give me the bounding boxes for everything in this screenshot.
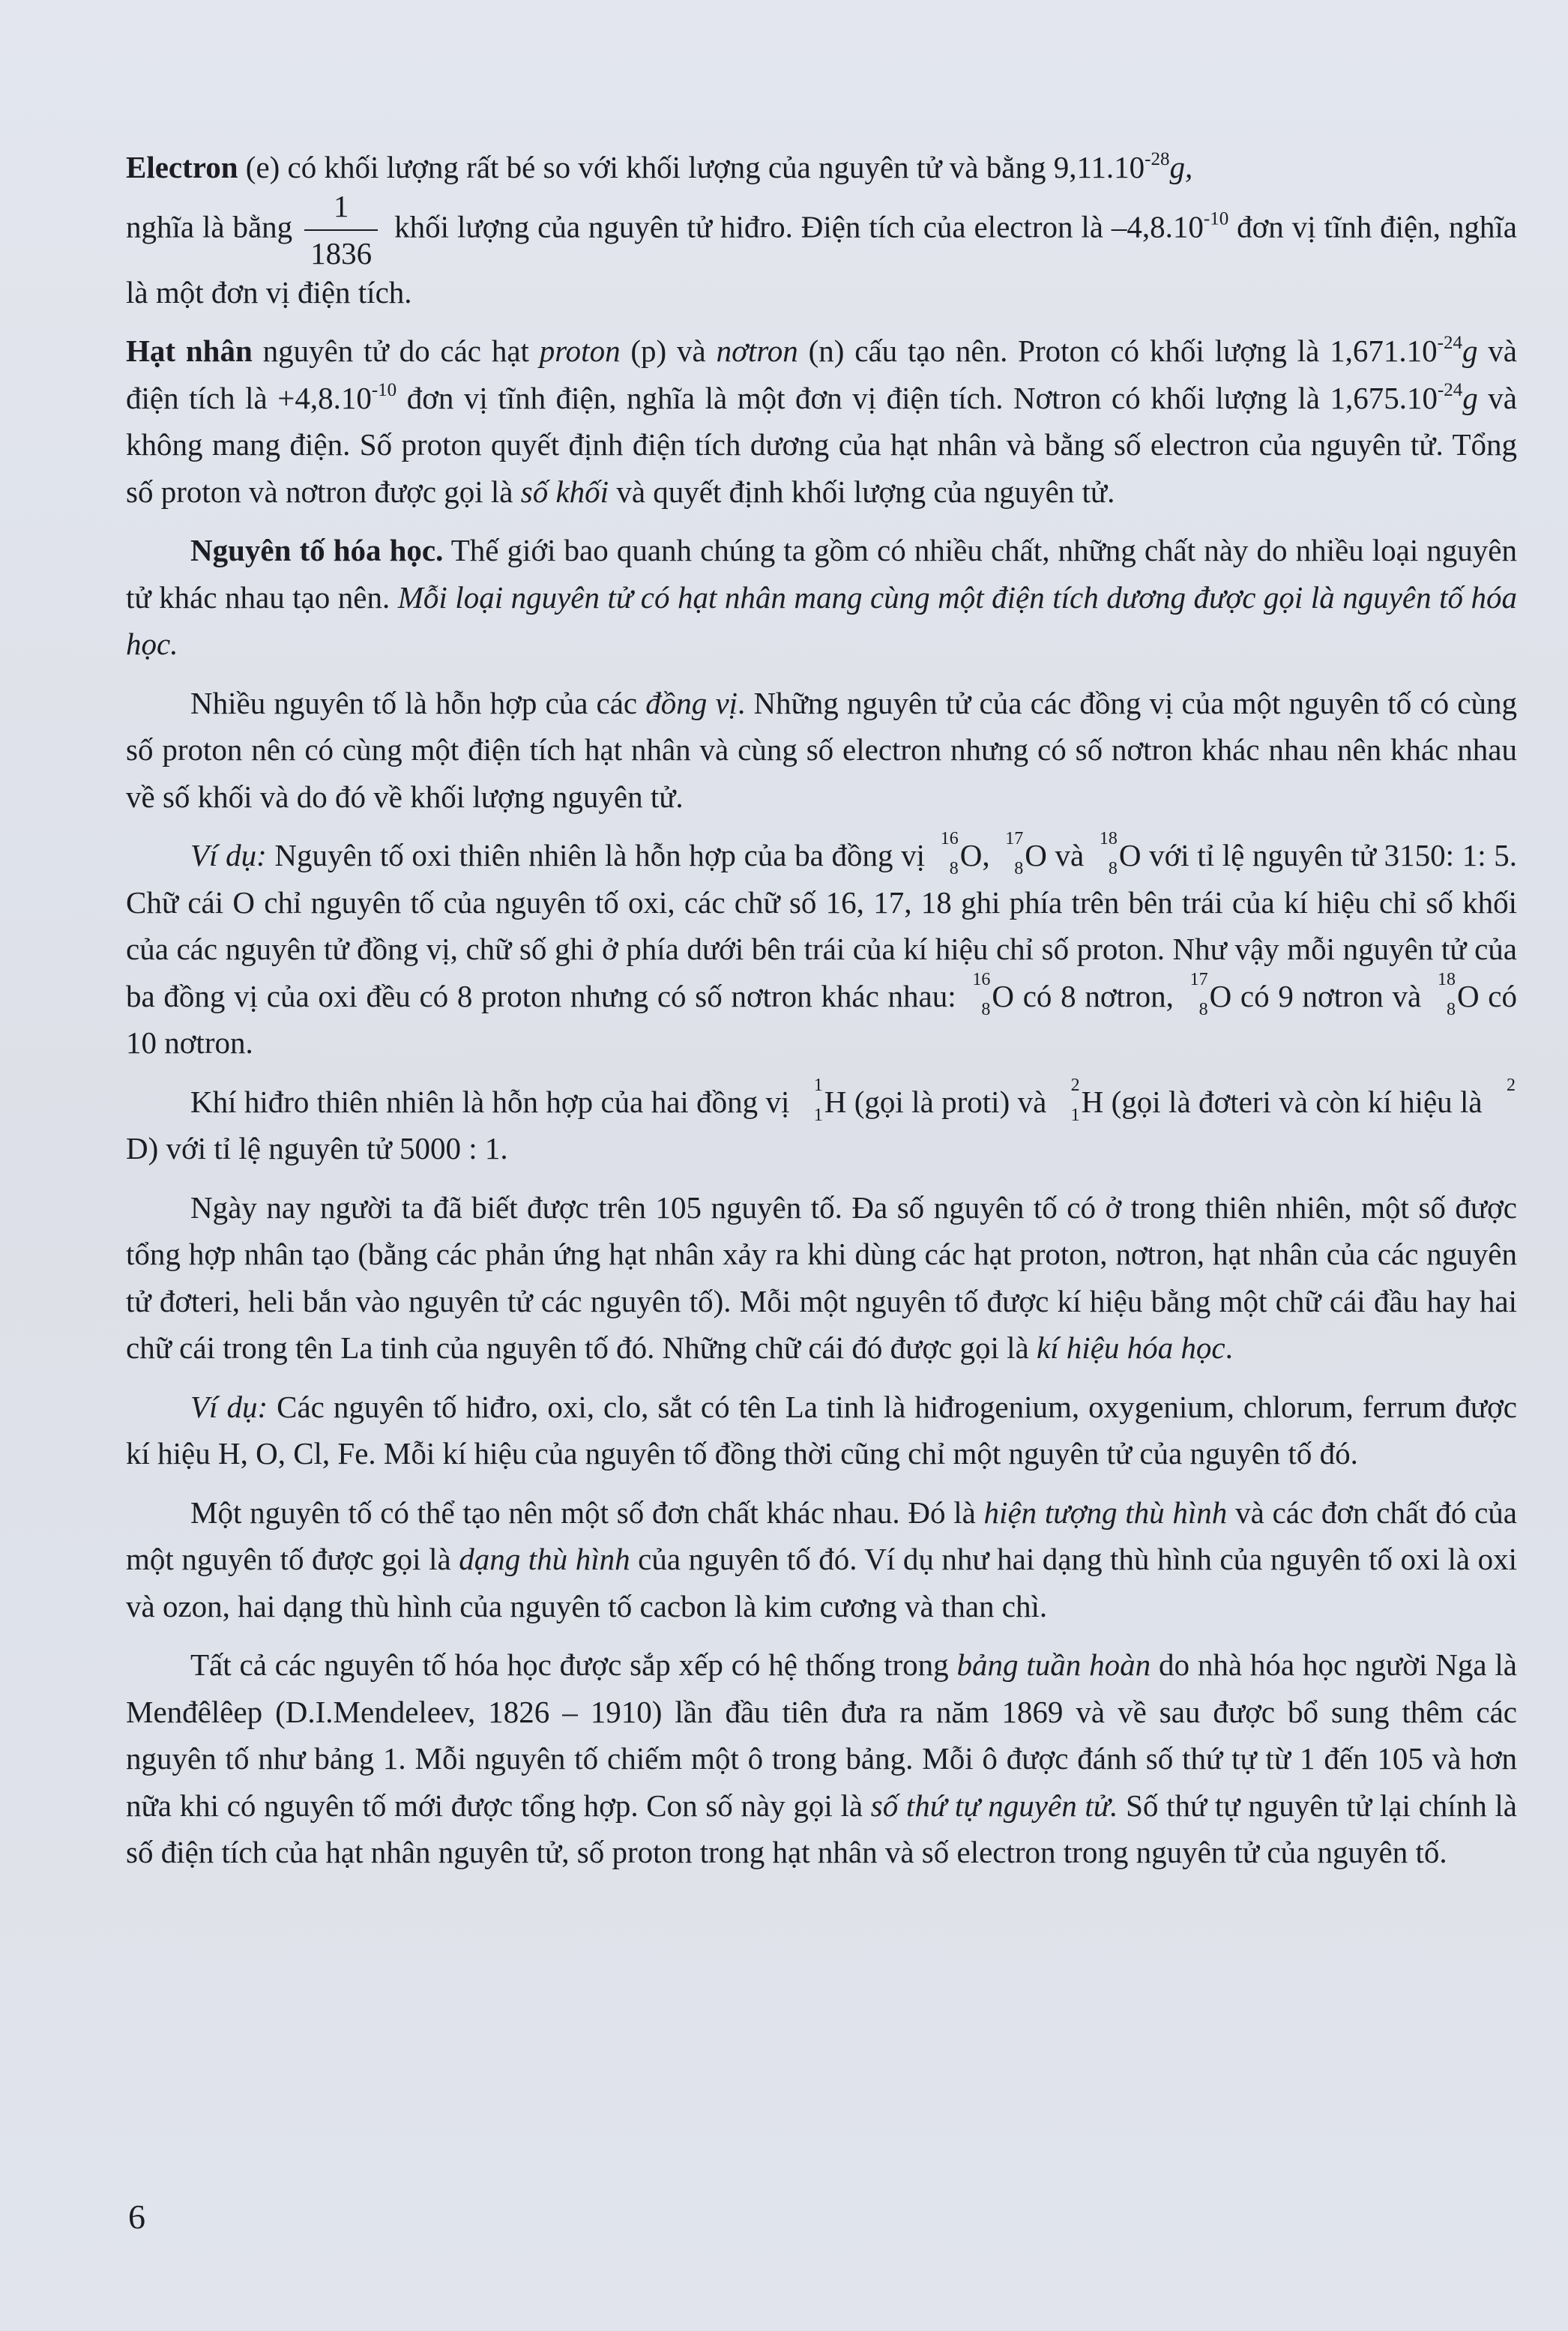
paragraph-isotope: Nhiều nguyên tố là hỗn hợp của các đồng vị. Những nguyên tử của các đồng vị của một nguyên tố có cùng số proton nên có cùng một điện tích hạt nhân và cùng số electron nhưng có số nơtron khác nhau nên khác nhau về số khối và do đó về khối lượng nguyên tử. (126, 685, 1518, 814)
page-number: 6 (128, 2198, 145, 2236)
paragraph-nucleus: Hạt nhân nguyên tử do các hạt proton (p) và nơtron (n) cấu tạo nên. Proton có khối lượng là $1,671.10^{-24}g$ và điện tích là $+4,8.10^{-10}$ đơn vị tĩnh điện, nghĩa là một đơn vị điện tích. Nơtron có khối lượng là $1,675.10^{-24}g$ và không mang điện. Số proton quyết định điện tích dương của hạt nhân và bằng số electron của nguyên tử. Tổng số proton và nơtron được gọi là số khối và quyết định khối lượng của nguyên tử. (126, 333, 1518, 509)
term-nucleus: Hạt nhân (126, 334, 253, 368)
paragraph-element: Nguyên tố hóa học. Thế giới bao quanh chúng ta gồm có nhiều chất, những chất này do nhiều loại nguyên tử khác nhau tạo nên. Mỗi loại nguyên tử có hạt nhân mang cùng một điện tích dương được gọi là nguyên tố hóa học. (126, 533, 1517, 661)
isotope-notation: 18 8 (1099, 829, 1118, 878)
paragraph-oxygen-example: Ví dụ: Nguyên tố oxi thiên nhiên là hỗn hợp của ba đồng vị 16 8 O, 17 8 O và 18 8 O với tỉ lệ nguyên tử 3150: 1: 5. Chữ cái O chỉ nguyên tố của nguyên tố oxi, các chữ số 16, 17, 18 ghi phía trên bên trái của kí hiệu chỉ số khối của các nguyên tử đồng vị, chữ số ghi ở phía dưới bên trái của kí hiệu chỉ số proton. Như vậy mỗi nguyên tử của ba đồng vị của oxi đều có 8 proton nhưng có số nơtron khác nhau: 16 8 O có 8 nơtron, 17 8 O có 9 nơtron và 18 8 O có 10 nơtron. (126, 829, 1517, 1060)
isotope-notation: 2 (1507, 1075, 1516, 1095)
isotope-notation: 16 8 (940, 829, 959, 878)
isotope-notation: 1 1 (813, 1075, 823, 1125)
term-electron: Electron (126, 150, 238, 184)
paragraph-electron: Electron (e) có khối lượng rất bé so với khối lượng của nguyên tử và bằng $9,11.10^{-28}g$, nghĩa là bằng $\frac{1}{1836}$ khối lượng của nguyên tử hiđro. Điện tích của electron là $-4,8.10^{-10}$ đơn vị tĩnh điện, nghĩa là một đơn vị điện tích. (126, 149, 1517, 310)
isotope-notation: 16 8 (972, 969, 991, 1019)
paragraph-latin-example: Ví dụ: Các nguyên tố hiđro, oxi, clo, sắt có tên La tinh là hiđrogenium, oxygenium, chlorum, ferrum được kí hiệu H, O, Cl, Fe. Mỗi kí hiệu của nguyên tố đồng thời cũng chỉ một nguyên tử của nguyên tố đó. (126, 1389, 1517, 1471)
paragraph-hydrogen: Khí hiđro thiên nhiên là hỗn hợp của hai đồng vị 1 1 H (gọi là proti) và 2 1 H (gọi là đơteri và còn kí hiệu là 2 D) với tỉ lệ nguyên tử 5000 : 1. (126, 1075, 1516, 1166)
paragraph-allotrope: Một nguyên tố có thể tạo nên một số đơn chất khác nhau. Đó là hiện tượng thù hình và các đơn chất đó của một nguyên tố được gọi là dạng thù hình của nguyên tố đó. Ví dụ như hai dạng thù hình của nguyên tố oxi là oxi và ozon, hai dạng thù hình của nguyên tố cacbon là kim cương và than chì. (126, 1495, 1517, 1623)
isotope-notation: 17 8 (1189, 969, 1208, 1019)
paragraph-elements-count: Ngày nay người ta đã biết được trên 105 nguyên tố. Đa số nguyên tố có ở trong thiên nhiên, một số được tổng hợp nhân tạo (bằng các phản ứng hạt nhân xảy ra khi dùng các hạt proton, nơtron, hạt nhân của các nguyên tử đơteri, heli bắn vào nguyên tử các nguyên tố). Mỗi một nguyên tố được kí hiệu bằng một chữ cái đầu hay hai chữ cái trong tên La tinh của nguyên tố đó. Những chữ cái đó được gọi là kí hiệu hóa học. (126, 1189, 1517, 1365)
isotope-notation: 2 1 (1070, 1075, 1080, 1125)
fraction: $\frac{1}{1836}$ (304, 191, 378, 269)
isotope-notation: 17 8 (1005, 829, 1024, 878)
paragraph-periodic-table: Tất cả các nguyên tố hóa học được sắp xếp có hệ thống trong bảng tuần hoàn do nhà hóa học người Nga là Menđêlêep (D.I.Mendeleev, 1826 – 1910) lần đầu tiên đưa ra năm 1869 và về sau được bổ sung thêm các nguyên tố như bảng 1. Mỗi nguyên tố chiếm một ô trong bảng. Mỗi ô được đánh số thứ tự từ 1 đến 105 và hơn nữa khi có nguyên tố mới được tổng hợp. Con số này gọi là số thứ tự nguyên tử. Số thứ tự nguyên tử lại chính là số điện tích của hạt nhân nguyên tử, số proton trong hạt nhân và số electron trong nguyên tử của nguyên tố. (126, 1647, 1517, 1869)
term-element: Nguyên tố hóa học. (190, 533, 444, 567)
page-body (126, 144, 1517, 1888)
isotope-notation: 18 8 (1437, 969, 1456, 1019)
